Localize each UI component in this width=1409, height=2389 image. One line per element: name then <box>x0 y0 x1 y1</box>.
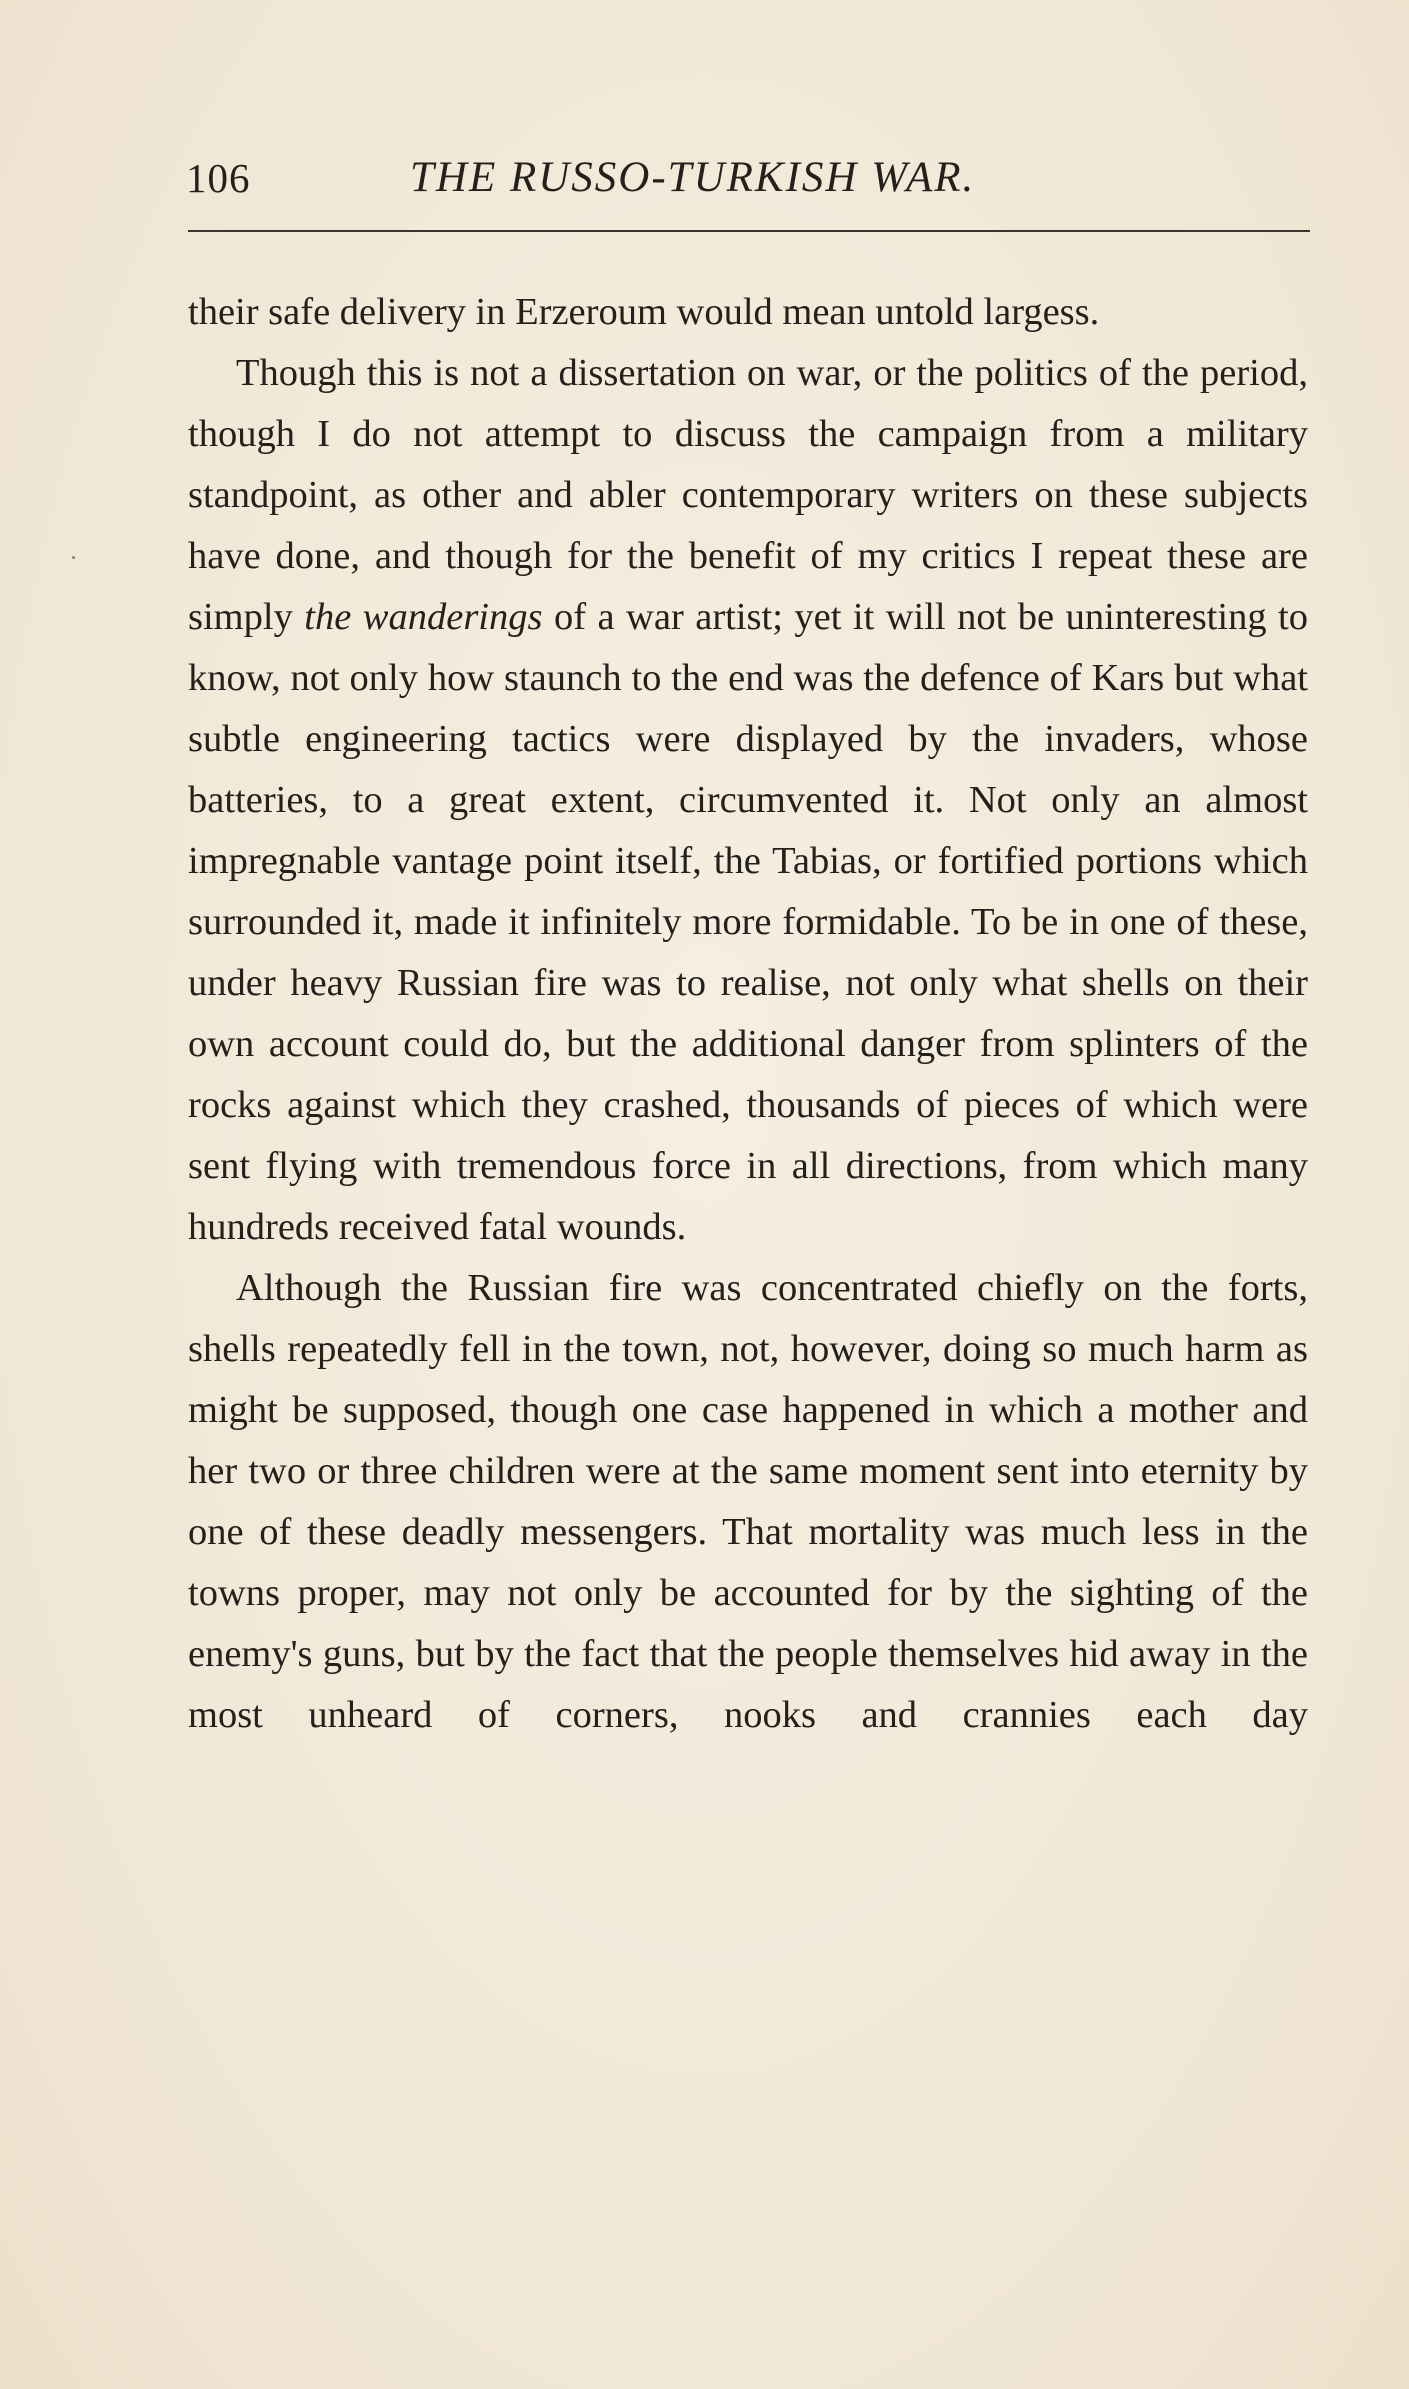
paragraph-2-text-b: of a war artist; yet it will not be uninteresting to know, not only how staunch to the end was the defence of Kars but what subtle engineering tactics were displayed by the invaders, whose batteries, to a great extent, circumvented it. Not only an almost impregnable vantage point itself, the Tabias, or fortified portions which surrounded it, made it infinitely more formidable. To be in one of these, under heavy Russian fire was to realise, not only what shells on their own account could do, but the additional danger from splinters of the rocks against which they crashed, thousands of pieces of which were sent flying with tremendous force in all directions, from which many hundreds received fatal wounds. <box>188 596 1308 1248</box>
paragraph-3: Although the Russian fire was concentrated chiefly on the forts, shells repeatedly fell in the town, not, however, doing so much harm as might be supposed, though one case happened in which a mother and her two or three children were at the same moment sent into eternity by one of these deadly messengers. That mortality was much less in the towns proper, may not only be accounted for by the sighting of the enemy's guns, but by the fact that the people themselves hid away in the most unheard of corners, nooks and crannies each day <box>188 1267 1308 1736</box>
header-rule <box>188 230 1310 232</box>
body-text <box>188 282 1308 1746</box>
page-number: 106 <box>186 155 251 201</box>
running-title: THE RUSSO-TURKISH WAR. <box>410 154 976 201</box>
running-header <box>186 148 1306 208</box>
paper-speck <box>72 556 75 559</box>
italic-phrase: the wanderings <box>304 596 543 638</box>
paragraph-1: their safe delivery in Erzeroum would mean untold largess. <box>188 291 1100 333</box>
paragraph-2 <box>188 343 1308 1258</box>
paragraph-2-text-a: Though this is not a dissertation on war, or the politics of the period, though I do not attempt to discuss the campaign from a military standpoint, as other and abler contemporary writers on these subjects have done, and though for the benefit of my critics I repeat these are simply <box>188 352 1308 638</box>
